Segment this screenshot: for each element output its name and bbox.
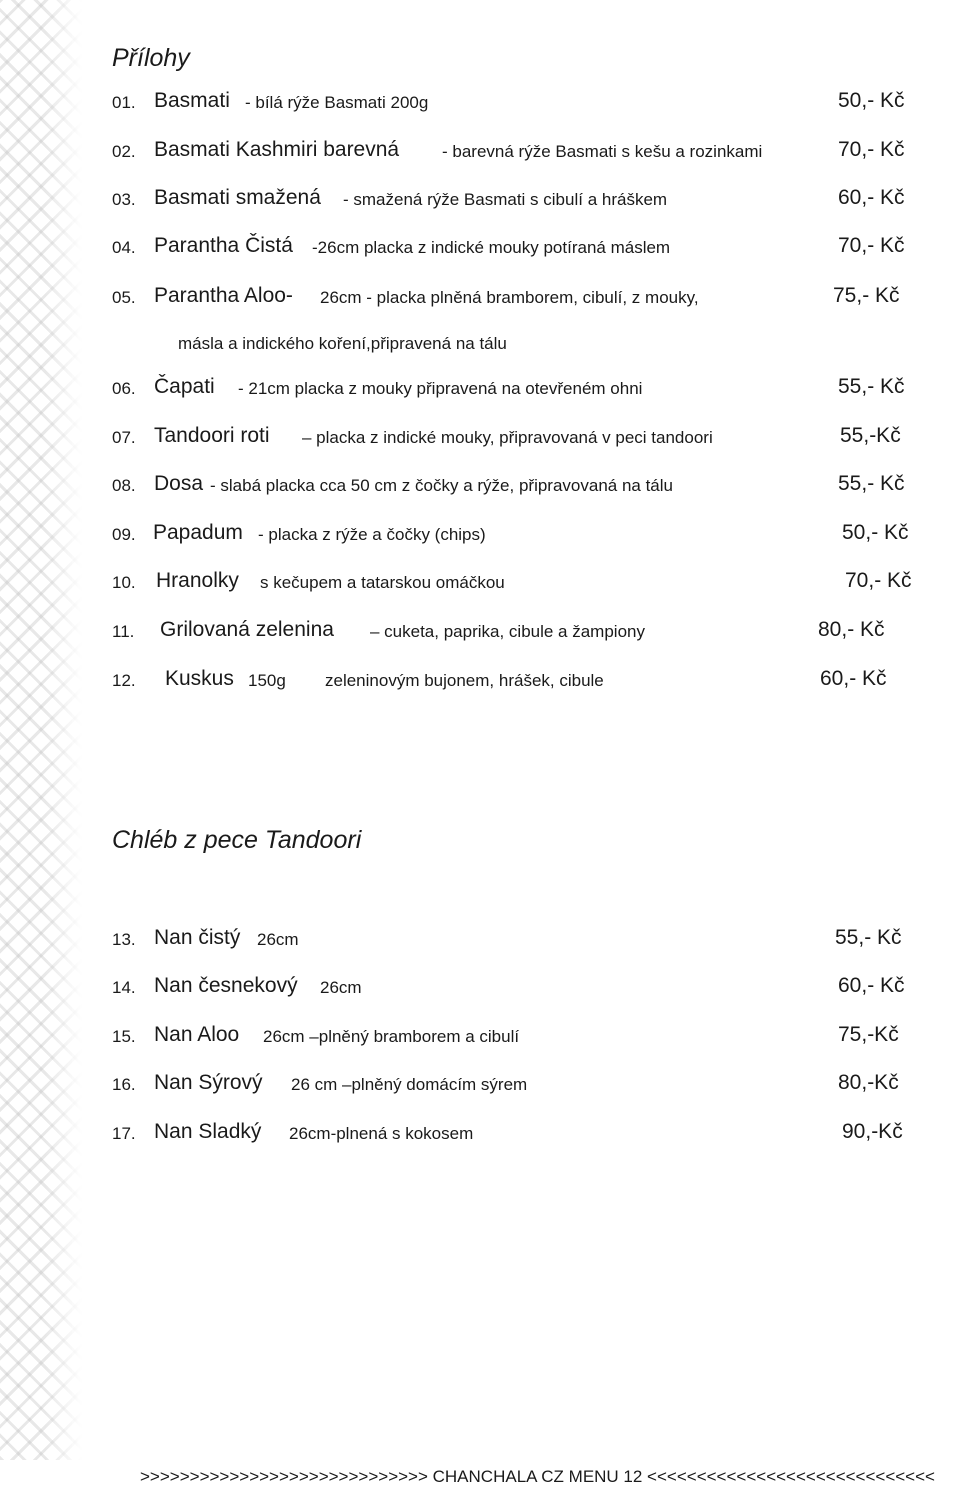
item-name: Grilovaná zelenina (160, 618, 334, 641)
item-description: 26cm-plnená s kokosem (289, 1124, 474, 1143)
menu-item (0, 233, 960, 263)
menu-item (0, 925, 960, 955)
section-title-breads: Chléb z pece Tandoori (112, 826, 362, 854)
menu-item (0, 973, 960, 1003)
item-name: Nan čistý (154, 926, 241, 949)
item-description: zeleninovým bujonem, hrášek, cibule (325, 671, 604, 690)
menu-item (0, 1070, 960, 1100)
item-description: – placka z indické mouky, připravovaná v peci tandoori (302, 428, 713, 447)
item-description: 26cm - placka plněná bramborem, cibulí, z mouky, (320, 288, 699, 307)
item-price: 50,- Kč (842, 521, 909, 544)
item-number: 10. (112, 573, 136, 592)
item-price: 70,- Kč (838, 234, 905, 257)
item-name: Nan česnekový (154, 974, 298, 997)
item-price: 60,- Kč (838, 186, 905, 209)
item-price: 80,- Kč (818, 618, 885, 641)
item-name: Basmati (154, 89, 230, 112)
item-name: Nan Sladký (154, 1120, 262, 1143)
item-weight: 150g (248, 671, 286, 690)
item-name: Kuskus (165, 667, 234, 690)
menu-item (0, 1022, 960, 1052)
menu-item (0, 185, 960, 215)
item-name: Parantha Aloo- (154, 284, 293, 307)
item-number: 01. (112, 93, 136, 112)
item-description: - barevná rýže Basmati s kešu a rozinkami (442, 142, 763, 161)
item-description: s kečupem a tatarskou omáčkou (260, 573, 505, 592)
item-price: 80,-Kč (838, 1071, 899, 1094)
item-number: 17. (112, 1124, 136, 1143)
item-price: 50,- Kč (838, 89, 905, 112)
item-description: - 21cm placka z mouky připravená na otevřeném ohni (238, 379, 643, 398)
item-number: 02. (112, 142, 136, 161)
item-number: 09. (112, 525, 136, 544)
item-description: - slabá placka cca 50 cm z čočky a rýže, připravovaná na tálu (210, 476, 673, 495)
item-name: Basmati Kashmiri barevná (154, 138, 400, 161)
item-number: 03. (112, 190, 136, 209)
item-name: Basmati smažená (154, 186, 321, 209)
item-description: -26cm placka z indické mouky potíraná máslem (312, 238, 671, 257)
item-description-line2: másla a indického koření,připravená na tálu (178, 334, 507, 353)
item-number: 16. (112, 1075, 136, 1094)
item-price: 55,- Kč (838, 375, 905, 398)
item-name: Nan Sýrový (154, 1071, 263, 1094)
item-name: Dosa (154, 472, 204, 495)
item-price: 55,- Kč (838, 472, 905, 495)
menu-item (0, 283, 960, 313)
item-price: 90,-Kč (842, 1120, 903, 1143)
item-description: – cuketa, paprika, cibule a žampiony (370, 622, 645, 641)
item-description: 26cm –plněný bramborem a cibulí (263, 1027, 520, 1046)
menu-item (0, 568, 960, 598)
menu-item (0, 520, 960, 550)
menu-item (0, 617, 960, 647)
item-name: Hranolky (156, 569, 239, 592)
item-description: - smažená rýže Basmati s cibulí a hráškem (343, 190, 668, 209)
menu-item (0, 423, 960, 453)
item-number: 07. (112, 428, 136, 447)
item-description: 26 cm –plněný domácím sýrem (291, 1075, 528, 1094)
menu-item (0, 666, 960, 696)
item-number: 06. (112, 379, 136, 398)
item-description: 26cm (320, 978, 362, 997)
item-price: 75,-Kč (838, 1023, 899, 1046)
page-footer: >>>>>>>>>>>>>>>>>>>>>>>>>>>>> CHANCHALA CZ MENU 12 <<<<<<<<<<<<<<<<<<<<<<<<<<<<< (140, 1467, 935, 1486)
item-price: 75,- Kč (833, 284, 900, 307)
menu-item (0, 374, 960, 404)
section-title-sides: Přílohy (112, 44, 190, 72)
item-name: Tandoori roti (154, 424, 270, 447)
item-description: 26cm (257, 930, 299, 949)
item-number: 13. (112, 930, 136, 949)
decorative-border (0, 0, 82, 1460)
item-number: 08. (112, 476, 136, 495)
item-price: 70,- Kč (838, 138, 905, 161)
item-number: 12. (112, 671, 136, 690)
item-number: 05. (112, 288, 136, 307)
item-number: 11. (112, 622, 135, 641)
item-number: 15. (112, 1027, 136, 1046)
item-price: 60,- Kč (838, 974, 905, 997)
item-name: Čapati (154, 375, 215, 398)
item-description: - placka z rýže a čočky (chips) (258, 525, 486, 544)
menu-item (0, 471, 960, 501)
menu-item (0, 1119, 960, 1149)
menu-item (0, 137, 960, 167)
item-price: 55,- Kč (835, 926, 902, 949)
menu-item (0, 88, 960, 118)
item-price: 70,- Kč (845, 569, 912, 592)
item-number: 14. (112, 978, 136, 997)
item-price: 55,-Kč (840, 424, 901, 447)
item-name: Nan Aloo (154, 1023, 240, 1046)
item-name: Papadum (153, 521, 243, 544)
item-price: 60,- Kč (820, 667, 887, 690)
item-description: - bílá rýže Basmati 200g (245, 93, 429, 112)
menu-item-continuation (0, 329, 960, 359)
item-name: Parantha Čistá (154, 234, 293, 257)
item-number: 04. (112, 238, 136, 257)
